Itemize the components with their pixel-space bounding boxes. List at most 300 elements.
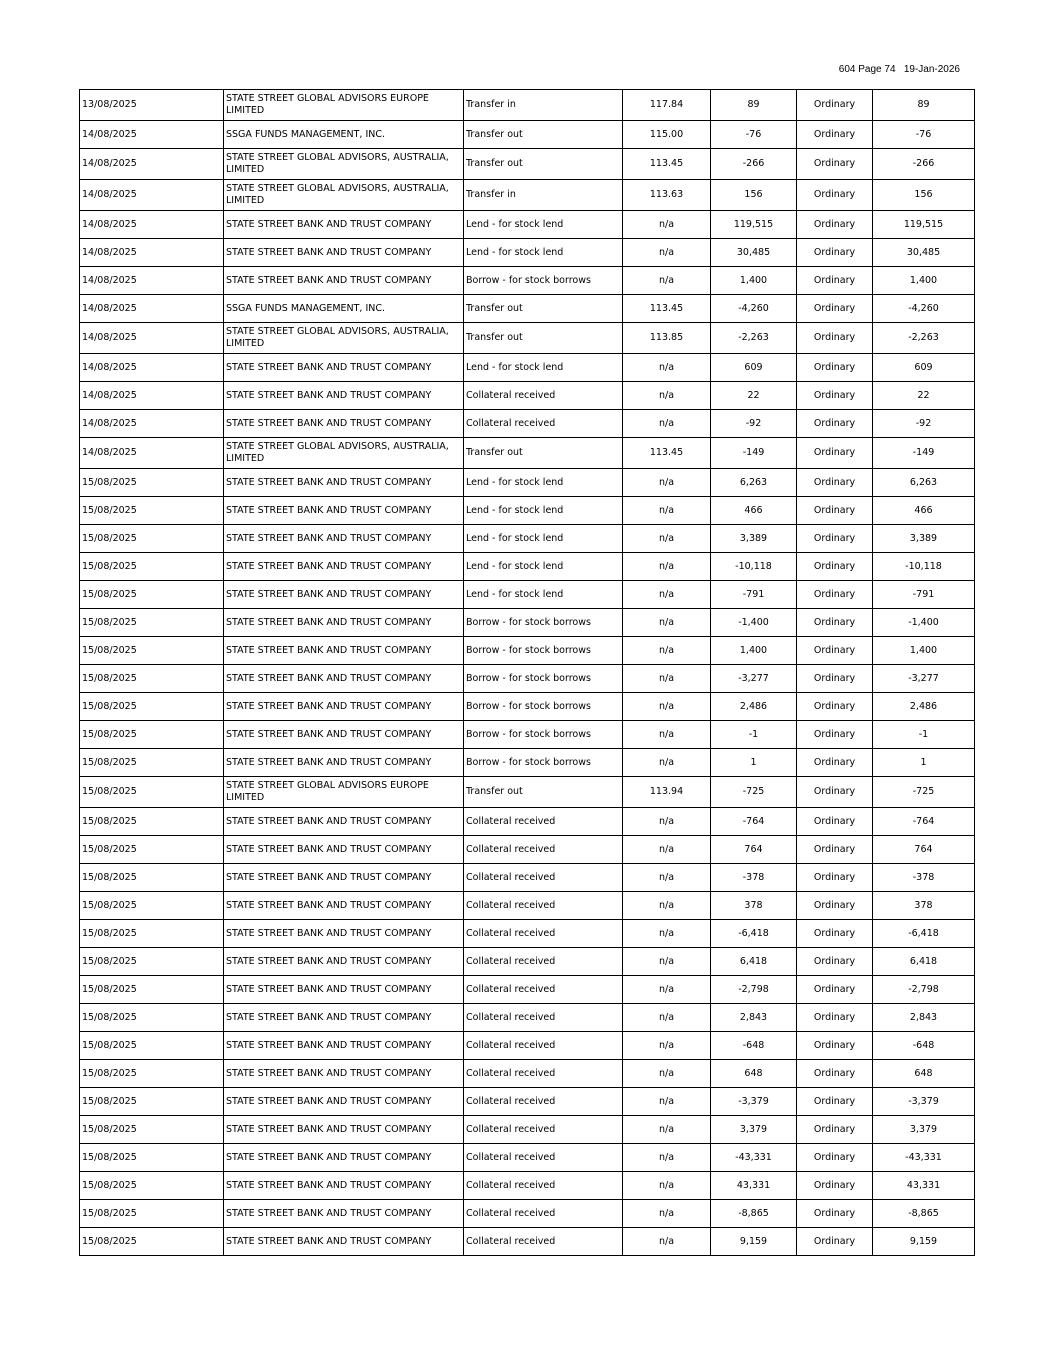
entity-cell: STATE STREET BANK AND TRUST COMPANY: [224, 525, 464, 553]
votes-cell: 2,486: [873, 693, 975, 721]
entity-cell: STATE STREET BANK AND TRUST COMPANY: [224, 749, 464, 777]
entity-cell: STATE STREET BANK AND TRUST COMPANY: [224, 609, 464, 637]
date-cell: 14/08/2025: [80, 410, 224, 438]
date-cell: 15/08/2025: [80, 721, 224, 749]
quantity-cell: -3,379: [711, 1088, 797, 1116]
table-row: [80, 749, 975, 777]
class-cell: Ordinary: [797, 1032, 873, 1060]
class-cell: Ordinary: [797, 90, 873, 121]
date-cell: 14/08/2025: [80, 354, 224, 382]
price-cell: n/a: [623, 497, 711, 525]
class-cell: Ordinary: [797, 295, 873, 323]
votes-cell: 156: [873, 180, 975, 211]
class-cell: Ordinary: [797, 1004, 873, 1032]
price-cell: 117.84: [623, 90, 711, 121]
quantity-cell: -764: [711, 808, 797, 836]
price-cell: 113.45: [623, 149, 711, 180]
price-cell: n/a: [623, 1144, 711, 1172]
price-cell: n/a: [623, 469, 711, 497]
page-date: 19-Jan-2026: [903, 64, 960, 75]
entity-cell: STATE STREET BANK AND TRUST COMPANY: [224, 1060, 464, 1088]
votes-cell: -1,400: [873, 609, 975, 637]
nature-cell: Collateral received: [464, 976, 623, 1004]
votes-cell: -10,118: [873, 553, 975, 581]
quantity-cell: -648: [711, 1032, 797, 1060]
class-cell: Ordinary: [797, 382, 873, 410]
price-cell: n/a: [623, 892, 711, 920]
votes-cell: 22: [873, 382, 975, 410]
votes-cell: -6,418: [873, 920, 975, 948]
votes-cell: 43,331: [873, 1172, 975, 1200]
class-cell: Ordinary: [797, 976, 873, 1004]
table-row: [80, 410, 975, 438]
entity-cell: STATE STREET GLOBAL ADVISORS, AUSTRALIA, LIMITED: [224, 149, 464, 180]
table-row: [80, 892, 975, 920]
quantity-cell: 2,843: [711, 1004, 797, 1032]
date-cell: 14/08/2025: [80, 295, 224, 323]
nature-cell: Transfer out: [464, 777, 623, 808]
quantity-cell: -3,277: [711, 665, 797, 693]
quantity-cell: -92: [711, 410, 797, 438]
votes-cell: 609: [873, 354, 975, 382]
price-cell: n/a: [623, 864, 711, 892]
entity-cell: STATE STREET BANK AND TRUST COMPANY: [224, 637, 464, 665]
price-cell: 113.85: [623, 323, 711, 354]
quantity-cell: 9,159: [711, 1228, 797, 1256]
entity-cell: STATE STREET BANK AND TRUST COMPANY: [224, 553, 464, 581]
nature-cell: Lend - for stock lend: [464, 581, 623, 609]
votes-cell: -8,865: [873, 1200, 975, 1228]
entity-cell: STATE STREET BANK AND TRUST COMPANY: [224, 948, 464, 976]
date-cell: 15/08/2025: [80, 976, 224, 1004]
votes-cell: 378: [873, 892, 975, 920]
class-cell: Ordinary: [797, 121, 873, 149]
table-row: [80, 553, 975, 581]
price-cell: n/a: [623, 211, 711, 239]
class-cell: Ordinary: [797, 836, 873, 864]
quantity-cell: 764: [711, 836, 797, 864]
class-cell: Ordinary: [797, 777, 873, 808]
date-cell: 14/08/2025: [80, 121, 224, 149]
table-row: [80, 1032, 975, 1060]
table-row: [80, 1200, 975, 1228]
nature-cell: Transfer out: [464, 121, 623, 149]
quantity-cell: 648: [711, 1060, 797, 1088]
date-cell: 15/08/2025: [80, 637, 224, 665]
transactions-table: [79, 89, 975, 1256]
date-cell: 15/08/2025: [80, 1060, 224, 1088]
price-cell: n/a: [623, 948, 711, 976]
date-cell: 15/08/2025: [80, 525, 224, 553]
votes-cell: 3,389: [873, 525, 975, 553]
table-row: [80, 354, 975, 382]
table-row: [80, 1228, 975, 1256]
votes-cell: 89: [873, 90, 975, 121]
nature-cell: Lend - for stock lend: [464, 469, 623, 497]
date-cell: 15/08/2025: [80, 1228, 224, 1256]
date-cell: 15/08/2025: [80, 1200, 224, 1228]
class-cell: Ordinary: [797, 665, 873, 693]
class-cell: Ordinary: [797, 892, 873, 920]
class-cell: Ordinary: [797, 749, 873, 777]
nature-cell: Borrow - for stock borrows: [464, 637, 623, 665]
votes-cell: -92: [873, 410, 975, 438]
table-row: [80, 525, 975, 553]
nature-cell: Lend - for stock lend: [464, 497, 623, 525]
date-cell: 14/08/2025: [80, 382, 224, 410]
table-row: [80, 693, 975, 721]
table-row: [80, 920, 975, 948]
entity-cell: STATE STREET GLOBAL ADVISORS, AUSTRALIA, LIMITED: [224, 180, 464, 211]
table-row: [80, 1004, 975, 1032]
class-cell: Ordinary: [797, 1172, 873, 1200]
date-cell: 15/08/2025: [80, 892, 224, 920]
quantity-cell: 2,486: [711, 693, 797, 721]
price-cell: n/a: [623, 1228, 711, 1256]
entity-cell: STATE STREET BANK AND TRUST COMPANY: [224, 1200, 464, 1228]
votes-cell: -1: [873, 721, 975, 749]
table-row: [80, 609, 975, 637]
price-cell: n/a: [623, 637, 711, 665]
votes-cell: 764: [873, 836, 975, 864]
entity-cell: STATE STREET GLOBAL ADVISORS, AUSTRALIA, LIMITED: [224, 438, 464, 469]
table-row: [80, 1144, 975, 1172]
votes-cell: 119,515: [873, 211, 975, 239]
quantity-cell: 89: [711, 90, 797, 121]
table-row: [80, 836, 975, 864]
class-cell: Ordinary: [797, 323, 873, 354]
class-cell: Ordinary: [797, 553, 873, 581]
table-row: [80, 267, 975, 295]
votes-cell: -3,379: [873, 1088, 975, 1116]
votes-cell: 3,379: [873, 1116, 975, 1144]
quantity-cell: 30,485: [711, 239, 797, 267]
nature-cell: Collateral received: [464, 382, 623, 410]
table-row: [80, 497, 975, 525]
table-row: [80, 323, 975, 354]
entity-cell: STATE STREET BANK AND TRUST COMPANY: [224, 211, 464, 239]
date-cell: 15/08/2025: [80, 1032, 224, 1060]
entity-cell: SSGA FUNDS MANAGEMENT, INC.: [224, 295, 464, 323]
quantity-cell: 22: [711, 382, 797, 410]
class-cell: Ordinary: [797, 948, 873, 976]
price-cell: n/a: [623, 1200, 711, 1228]
class-cell: Ordinary: [797, 637, 873, 665]
nature-cell: Collateral received: [464, 836, 623, 864]
nature-cell: Transfer in: [464, 180, 623, 211]
entity-cell: STATE STREET BANK AND TRUST COMPANY: [224, 354, 464, 382]
date-cell: 15/08/2025: [80, 581, 224, 609]
nature-cell: Lend - for stock lend: [464, 239, 623, 267]
table-row: [80, 637, 975, 665]
votes-cell: 1,400: [873, 267, 975, 295]
class-cell: Ordinary: [797, 211, 873, 239]
quantity-cell: 6,263: [711, 469, 797, 497]
price-cell: n/a: [623, 1088, 711, 1116]
price-cell: n/a: [623, 525, 711, 553]
quantity-cell: 466: [711, 497, 797, 525]
table-row: [80, 1116, 975, 1144]
date-cell: 14/08/2025: [80, 149, 224, 180]
price-cell: n/a: [623, 665, 711, 693]
price-cell: n/a: [623, 1172, 711, 1200]
votes-cell: -725: [873, 777, 975, 808]
entity-cell: STATE STREET BANK AND TRUST COMPANY: [224, 497, 464, 525]
votes-cell: 1: [873, 749, 975, 777]
votes-cell: 2,843: [873, 1004, 975, 1032]
table-row: [80, 438, 975, 469]
votes-cell: 30,485: [873, 239, 975, 267]
votes-cell: -791: [873, 581, 975, 609]
table-row: [80, 581, 975, 609]
nature-cell: Collateral received: [464, 1172, 623, 1200]
date-cell: 14/08/2025: [80, 239, 224, 267]
quantity-cell: -378: [711, 864, 797, 892]
nature-cell: Borrow - for stock borrows: [464, 749, 623, 777]
entity-cell: STATE STREET BANK AND TRUST COMPANY: [224, 976, 464, 1004]
price-cell: n/a: [623, 354, 711, 382]
class-cell: Ordinary: [797, 1088, 873, 1116]
nature-cell: Borrow - for stock borrows: [464, 665, 623, 693]
entity-cell: STATE STREET GLOBAL ADVISORS EUROPE LIMITED: [224, 90, 464, 121]
price-cell: n/a: [623, 1032, 711, 1060]
price-cell: n/a: [623, 553, 711, 581]
votes-cell: -648: [873, 1032, 975, 1060]
votes-cell: -2,798: [873, 976, 975, 1004]
table-row: [80, 976, 975, 1004]
quantity-cell: 1: [711, 749, 797, 777]
date-cell: 14/08/2025: [80, 211, 224, 239]
date-cell: 15/08/2025: [80, 1116, 224, 1144]
class-cell: Ordinary: [797, 354, 873, 382]
class-cell: Ordinary: [797, 1228, 873, 1256]
nature-cell: Collateral received: [464, 410, 623, 438]
nature-cell: Lend - for stock lend: [464, 553, 623, 581]
price-cell: n/a: [623, 1004, 711, 1032]
date-cell: 14/08/2025: [80, 267, 224, 295]
votes-cell: -76: [873, 121, 975, 149]
quantity-cell: 609: [711, 354, 797, 382]
quantity-cell: -2,798: [711, 976, 797, 1004]
nature-cell: Collateral received: [464, 1060, 623, 1088]
nature-cell: Collateral received: [464, 1088, 623, 1116]
quantity-cell: -4,260: [711, 295, 797, 323]
price-cell: n/a: [623, 267, 711, 295]
votes-cell: -3,277: [873, 665, 975, 693]
class-cell: Ordinary: [797, 808, 873, 836]
price-cell: n/a: [623, 410, 711, 438]
votes-cell: -378: [873, 864, 975, 892]
date-cell: 15/08/2025: [80, 497, 224, 525]
class-cell: Ordinary: [797, 1116, 873, 1144]
table-row: [80, 1060, 975, 1088]
quantity-cell: 1,400: [711, 637, 797, 665]
nature-cell: Collateral received: [464, 1200, 623, 1228]
date-cell: 14/08/2025: [80, 180, 224, 211]
nature-cell: Collateral received: [464, 920, 623, 948]
nature-cell: Collateral received: [464, 1004, 623, 1032]
entity-cell: STATE STREET BANK AND TRUST COMPANY: [224, 1228, 464, 1256]
price-cell: n/a: [623, 721, 711, 749]
nature-cell: Transfer out: [464, 323, 623, 354]
nature-cell: Lend - for stock lend: [464, 525, 623, 553]
quantity-cell: 6,418: [711, 948, 797, 976]
date-cell: 15/08/2025: [80, 1172, 224, 1200]
entity-cell: STATE STREET BANK AND TRUST COMPANY: [224, 1172, 464, 1200]
date-cell: 14/08/2025: [80, 323, 224, 354]
entity-cell: STATE STREET BANK AND TRUST COMPANY: [224, 721, 464, 749]
entity-cell: STATE STREET BANK AND TRUST COMPANY: [224, 892, 464, 920]
nature-cell: Collateral received: [464, 1228, 623, 1256]
quantity-cell: -76: [711, 121, 797, 149]
nature-cell: Lend - for stock lend: [464, 354, 623, 382]
price-cell: n/a: [623, 239, 711, 267]
quantity-cell: 43,331: [711, 1172, 797, 1200]
quantity-cell: -266: [711, 149, 797, 180]
price-cell: n/a: [623, 836, 711, 864]
quantity-cell: -791: [711, 581, 797, 609]
quantity-cell: 156: [711, 180, 797, 211]
class-cell: Ordinary: [797, 438, 873, 469]
entity-cell: STATE STREET BANK AND TRUST COMPANY: [224, 665, 464, 693]
table-row: [80, 665, 975, 693]
class-cell: Ordinary: [797, 581, 873, 609]
entity-cell: STATE STREET BANK AND TRUST COMPANY: [224, 1116, 464, 1144]
table-row: [80, 721, 975, 749]
nature-cell: Borrow - for stock borrows: [464, 267, 623, 295]
date-cell: 15/08/2025: [80, 864, 224, 892]
date-cell: 15/08/2025: [80, 808, 224, 836]
entity-cell: SSGA FUNDS MANAGEMENT, INC.: [224, 121, 464, 149]
table-row: [80, 211, 975, 239]
price-cell: n/a: [623, 749, 711, 777]
price-cell: 113.94: [623, 777, 711, 808]
class-cell: Ordinary: [797, 609, 873, 637]
date-cell: 13/08/2025: [80, 90, 224, 121]
table-row: [80, 180, 975, 211]
nature-cell: Collateral received: [464, 1032, 623, 1060]
entity-cell: STATE STREET BANK AND TRUST COMPANY: [224, 836, 464, 864]
date-cell: 15/08/2025: [80, 836, 224, 864]
date-cell: 15/08/2025: [80, 665, 224, 693]
table-row: [80, 469, 975, 497]
class-cell: Ordinary: [797, 469, 873, 497]
price-cell: n/a: [623, 609, 711, 637]
votes-cell: -149: [873, 438, 975, 469]
quantity-cell: -1: [711, 721, 797, 749]
date-cell: 15/08/2025: [80, 948, 224, 976]
class-cell: Ordinary: [797, 1200, 873, 1228]
nature-cell: Borrow - for stock borrows: [464, 693, 623, 721]
page-header: [839, 64, 960, 75]
entity-cell: STATE STREET BANK AND TRUST COMPANY: [224, 693, 464, 721]
date-cell: 15/08/2025: [80, 469, 224, 497]
quantity-cell: 1,400: [711, 267, 797, 295]
entity-cell: STATE STREET BANK AND TRUST COMPANY: [224, 581, 464, 609]
date-cell: 15/08/2025: [80, 609, 224, 637]
nature-cell: Borrow - for stock borrows: [464, 721, 623, 749]
class-cell: Ordinary: [797, 410, 873, 438]
votes-cell: -43,331: [873, 1144, 975, 1172]
votes-cell: 9,159: [873, 1228, 975, 1256]
date-cell: 15/08/2025: [80, 693, 224, 721]
quantity-cell: -8,865: [711, 1200, 797, 1228]
date-cell: 15/08/2025: [80, 553, 224, 581]
quantity-cell: -1,400: [711, 609, 797, 637]
votes-cell: -266: [873, 149, 975, 180]
entity-cell: STATE STREET BANK AND TRUST COMPANY: [224, 1004, 464, 1032]
votes-cell: -2,263: [873, 323, 975, 354]
class-cell: Ordinary: [797, 721, 873, 749]
class-cell: Ordinary: [797, 1144, 873, 1172]
nature-cell: Transfer out: [464, 149, 623, 180]
table-row: [80, 121, 975, 149]
table-row: [80, 90, 975, 121]
price-cell: n/a: [623, 920, 711, 948]
table-row: [80, 864, 975, 892]
date-cell: 15/08/2025: [80, 1088, 224, 1116]
quantity-cell: -6,418: [711, 920, 797, 948]
class-cell: Ordinary: [797, 864, 873, 892]
class-cell: Ordinary: [797, 693, 873, 721]
table-row: [80, 948, 975, 976]
date-cell: 15/08/2025: [80, 749, 224, 777]
transactions-table-body: [80, 90, 975, 1256]
votes-cell: -4,260: [873, 295, 975, 323]
quantity-cell: -43,331: [711, 1144, 797, 1172]
price-cell: n/a: [623, 581, 711, 609]
votes-cell: 1,400: [873, 637, 975, 665]
class-cell: Ordinary: [797, 497, 873, 525]
votes-cell: 466: [873, 497, 975, 525]
class-cell: Ordinary: [797, 149, 873, 180]
class-cell: Ordinary: [797, 267, 873, 295]
table-row: [80, 1172, 975, 1200]
date-cell: 15/08/2025: [80, 920, 224, 948]
nature-cell: Collateral received: [464, 948, 623, 976]
price-cell: n/a: [623, 1116, 711, 1144]
votes-cell: 6,418: [873, 948, 975, 976]
class-cell: Ordinary: [797, 1060, 873, 1088]
entity-cell: STATE STREET BANK AND TRUST COMPANY: [224, 920, 464, 948]
class-cell: Ordinary: [797, 920, 873, 948]
entity-cell: STATE STREET BANK AND TRUST COMPANY: [224, 1088, 464, 1116]
entity-cell: STATE STREET BANK AND TRUST COMPANY: [224, 382, 464, 410]
quantity-cell: -10,118: [711, 553, 797, 581]
price-cell: 113.45: [623, 438, 711, 469]
votes-cell: -764: [873, 808, 975, 836]
entity-cell: STATE STREET GLOBAL ADVISORS EUROPE LIMITED: [224, 777, 464, 808]
price-cell: 115.00: [623, 121, 711, 149]
nature-cell: Transfer out: [464, 295, 623, 323]
quantity-cell: 3,389: [711, 525, 797, 553]
price-cell: 113.45: [623, 295, 711, 323]
table-row: [80, 149, 975, 180]
nature-cell: Collateral received: [464, 892, 623, 920]
date-cell: 15/08/2025: [80, 1144, 224, 1172]
date-cell: 14/08/2025: [80, 438, 224, 469]
class-cell: Ordinary: [797, 180, 873, 211]
nature-cell: Transfer out: [464, 438, 623, 469]
price-cell: n/a: [623, 808, 711, 836]
nature-cell: Borrow - for stock borrows: [464, 609, 623, 637]
quantity-cell: -2,263: [711, 323, 797, 354]
price-cell: 113.63: [623, 180, 711, 211]
price-cell: n/a: [623, 976, 711, 1004]
price-cell: n/a: [623, 382, 711, 410]
entity-cell: STATE STREET BANK AND TRUST COMPANY: [224, 410, 464, 438]
nature-cell: Lend - for stock lend: [464, 211, 623, 239]
